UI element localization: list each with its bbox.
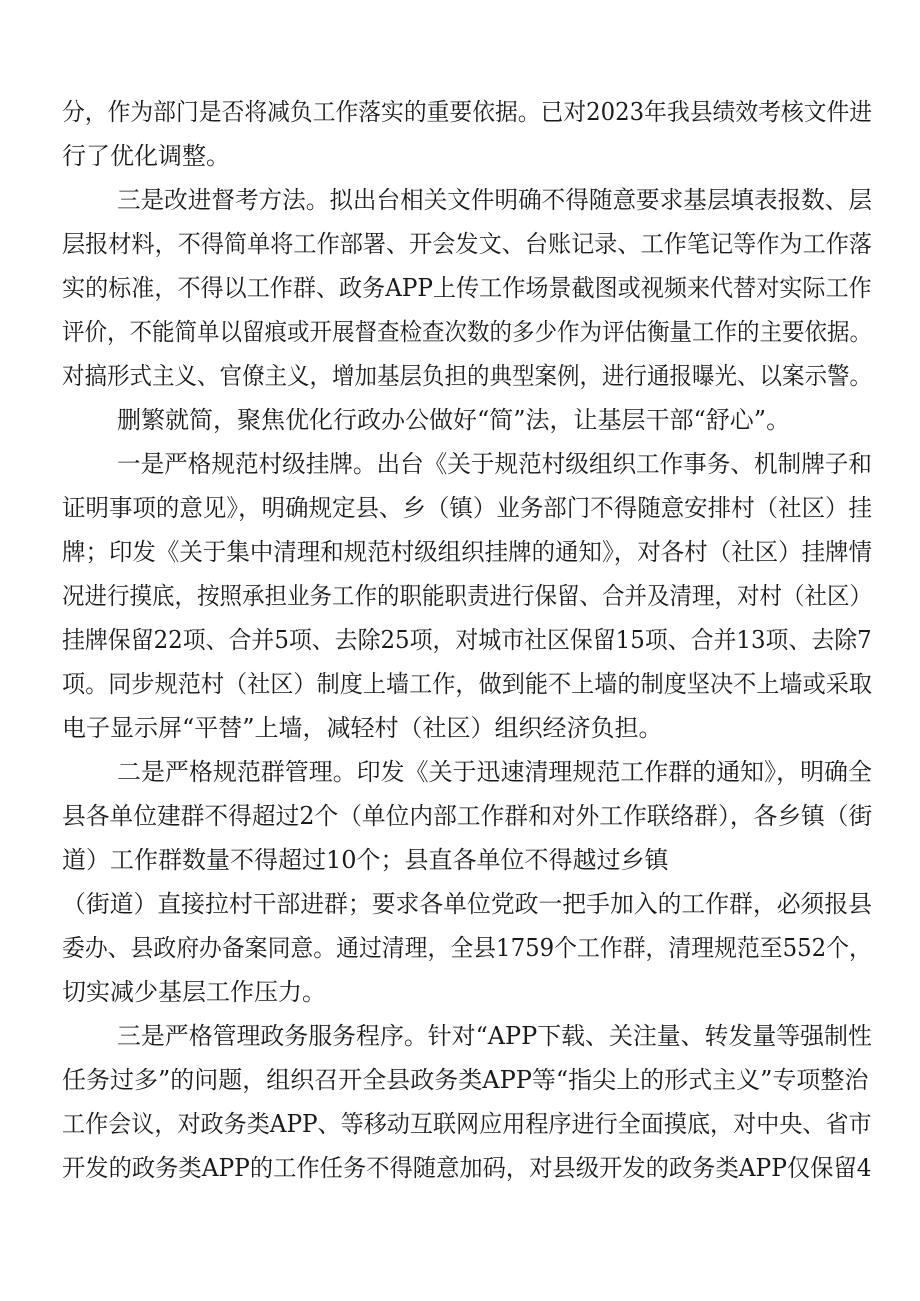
text-line: 三是改进督考方法。拟出台相关文件明确不得随意要求基层填表报数、层: [117, 186, 872, 214]
text-line: 分，作为部门是否将减负工作落实的重要依据。已对2023年我县绩效考核文件进: [62, 98, 873, 126]
text-line: 道）工作群数量不得超过10个；县直各单位不得越过乡镇: [62, 846, 669, 874]
text-line: 一是严格规范村级挂牌。出台《关于规范村级组织工作事务、机制牌子和: [117, 450, 872, 478]
text-line: 工作会议，对政务类APP、等移动互联网应用程序进行全面摸底，对中央、省市: [62, 1110, 872, 1138]
text-line: 电子显示屏“平替”上墙，减轻村（社区）组织经济负担。: [62, 714, 663, 742]
text-line: 牌；印发《关于集中清理和规范村级组织挂牌的通知》，对各村（社区）挂牌情: [62, 538, 872, 566]
text-line: 委办、县政府办备案同意。通过清理，全县1759个工作群，清理规范至552个，: [62, 934, 872, 962]
text-line: 切实减少基层工作压力。: [62, 978, 326, 1006]
text-line: 县各单位建群不得超过2个（单位内部工作群和对外工作联络群），各乡镇（街: [62, 802, 873, 830]
text-line: 证明事项的意见》，明确规定县、乡（镇）业务部门不得随意安排村（社区）挂: [62, 494, 872, 522]
text-line: 任务过多”的问题，组织召开全县政务类APP等“指尖上的形式主义”专项整治: [62, 1066, 869, 1094]
text-line: 评价，不能简单以留痕或开展督查检查次数的多少作为评估衡量工作的主要依据。: [62, 318, 872, 346]
text-line: 挂牌保留22项、合并5项、去除25项，对城市社区保留15项、合并13项、去除7: [62, 626, 872, 654]
text-line: 三是严格管理政务服务程序。针对“APP下载、关注量、转发量等强制性: [117, 1022, 872, 1050]
text-line: 对搞形式主义、官僚主义，增加基层负担的典型案例，进行通报曝光、以案示警。: [62, 362, 872, 390]
text-line: 层报材料，不得简单将工作部署、开会发文、台账记录、工作笔记等作为工作落: [62, 230, 872, 258]
text-line: 二是严格规范群管理。印发《关于迅速清理规范工作群的通知》，明确全: [117, 758, 872, 786]
text-line: 况进行摸底，按照承担业务工作的职能职责进行保留、合并及清理，对村（社区）: [62, 582, 872, 610]
text-line: 开发的政务类APP的工作任务不得随意加码，对县级开发的政务类APP仅保留4: [62, 1154, 872, 1182]
text-line: 实的标准，不得以工作群、政务APP上传工作场景截图或视频来代替对实际工作: [62, 274, 872, 302]
text-line: 项。同步规范村（社区）制度上墙工作，做到能不上墙的制度坚决不上墙或采取: [62, 670, 872, 698]
text-line: 行了优化调整。: [62, 142, 230, 170]
text-line: （街道）直接拉村干部进群；要求各单位党政一把手加入的工作群，必须报县: [62, 890, 872, 918]
text-line: 删繁就简，聚焦优化行政办公做好“简”法，让基层干部“舒心”。: [117, 406, 791, 434]
